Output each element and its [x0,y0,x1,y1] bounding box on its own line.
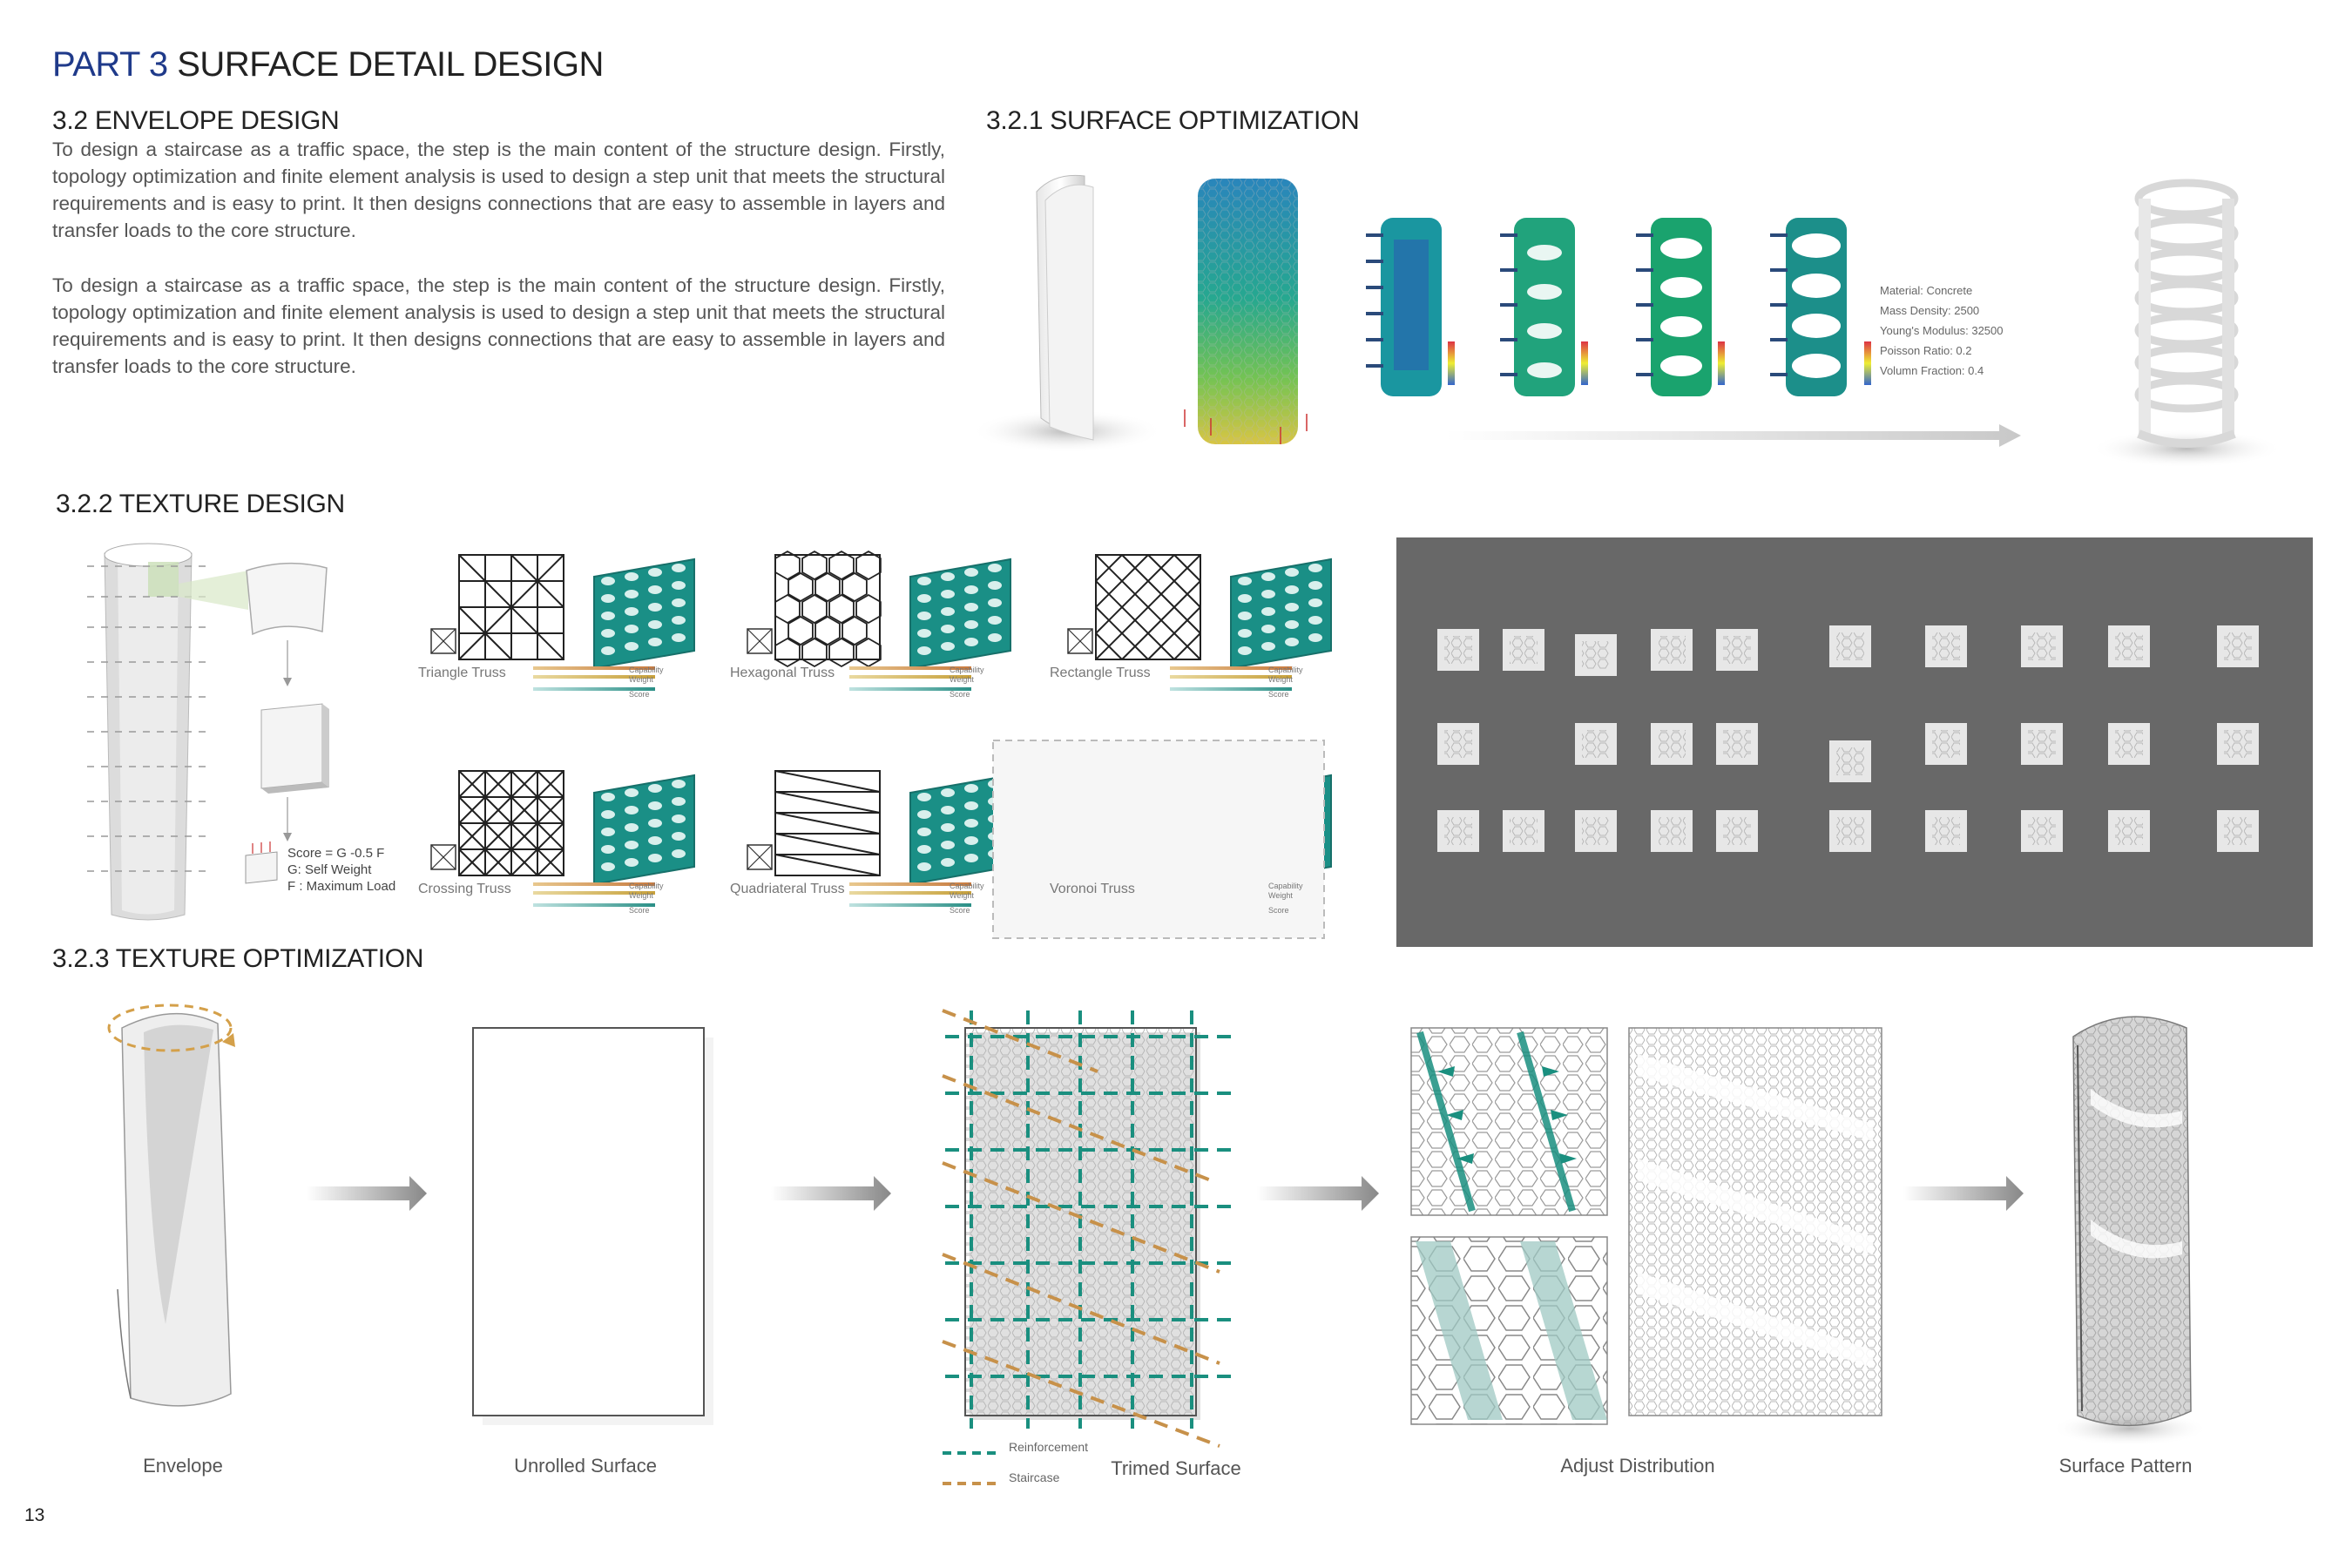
printed-sample [1925,625,1967,667]
printed-sample [1925,810,1967,852]
printed-sample [1503,810,1544,852]
printed-sample [1437,810,1479,852]
printed-sample [1716,810,1758,852]
envelope-paragraph-1: To design a staircase as a traffic space, the step is the main content of the structure design. Firstly, topology optimization and finite element analysis is used to design a step unit that meets the structural requirements and is easy to print. It then designs connections that are easy to assemble in layers and transfer loads to the core structure. [52,139,945,241]
truss-legend: Capability Weight Score [950,666,984,699]
envelope-paragraph-2: To design a staircase as a traffic space, the step is the main content of the structure design. Firstly, topology optimization and finite element analysis is used to design a step unit that meets the structural requirements and is easy to print. It then designs connections that are easy to assemble in layers and transfer loads to the core structure. [52,274,945,377]
printed-sample [1651,723,1693,765]
topology-iteration [1770,218,1871,396]
surface-pattern-shape [2073,1017,2191,1425]
part-label: PART 3 [52,45,168,84]
printed-sample [1716,723,1758,765]
printed-sample [1829,625,1871,667]
unrolled-surface [473,1028,704,1416]
material-line: Poisson Ratio: 0.2 [1880,344,1972,357]
printed-sample [1829,740,1871,782]
printed-sample [2021,723,2063,765]
caption-adjust-distribution: Adjust Distribution [1560,1455,1715,1477]
printed-sample [1575,634,1617,676]
texture-design-heading: 3.2.2 TEXTURE DESIGN [56,490,345,518]
printed-sample [1651,810,1693,852]
process-arrow [771,1176,891,1211]
truss-legend: Capability Weight Score [629,666,664,699]
truss-label: Hexagonal Truss [730,666,835,680]
truss-legend: Capability Weight Score [1268,666,1303,699]
formula-score: Score = G -0.5 F [287,846,385,861]
printed-sample [1716,629,1758,671]
caption-envelope: Envelope [143,1455,223,1477]
part-title: SURFACE DETAIL DESIGN [177,45,604,84]
caption-surface-pattern: Surface Pattern [2058,1455,2193,1477]
material-properties [1880,280,2004,381]
printed-sample [1651,629,1693,671]
printed-sample [2108,625,2150,667]
formula-f: F : Maximum Load [287,879,396,894]
printed-sample [2021,625,2063,667]
printed-sample [1575,723,1617,765]
printed-sample [2217,625,2259,667]
printed-sample [1829,810,1871,852]
printed-sample [2108,810,2150,852]
surface-optimization-heading: 3.2.1 SURFACE OPTIMIZATION [986,106,1360,135]
printed-sample [1503,629,1544,671]
formula-g: G: Self Weight [287,862,372,877]
topology-iteration [1636,218,1725,396]
truss-diagrams [431,551,1331,907]
material-line: Mass Density: 2500 [1880,304,1980,317]
process-arrow [1257,1176,1379,1211]
truss-label: Triangle Truss [418,666,506,680]
printed-samples [1437,625,2259,852]
envelope-heading: 3.2 ENVELOPE DESIGN [52,106,340,135]
material-line: Volumn Fraction: 0.4 [1880,364,1984,377]
texture-optimization-heading: 3.2.3 TEXTURE OPTIMIZATION [52,944,424,973]
process-arrow [307,1176,427,1211]
page-title [52,45,604,84]
printed-sample [2021,810,2063,852]
truss-label: Crossing Truss [418,882,511,896]
legend-staircase: Staircase [1009,1470,1060,1484]
score-formula [287,845,395,895]
page-number: 13 [24,1505,45,1525]
legend-reinforcement: Reinforcement [1009,1440,1089,1454]
truss-label: Rectangle Truss [1050,666,1151,680]
truss-legend: Capability Weight Score [950,882,984,915]
material-line: Young's Modulus: 32500 [1880,324,2004,337]
material-line: Material: Concrete [1880,284,1973,297]
caption-unrolled-surface: Unrolled Surface [514,1455,657,1477]
distribution-full-panel [1629,1028,1882,1416]
distribution-panel-bottom [1411,1237,1607,1424]
panel-block [261,704,329,794]
truss-legend: Capability Weight Score [629,882,664,915]
printed-sample [2217,810,2259,852]
optimized-shell [2139,183,2234,409]
envelope-shape [122,1014,231,1406]
printed-sample [1575,810,1617,852]
printed-sample [1437,723,1479,765]
printed-sample [1437,629,1479,671]
process-arrow [1903,1176,2024,1211]
caption-trimed-surface: Trimed Surface [1111,1457,1241,1479]
truss-label: Voronoi Truss [1050,882,1135,896]
printed-sample [1925,723,1967,765]
topology-iteration [1366,218,1455,396]
distribution-panel-top [1411,1028,1607,1215]
truss-legend: Capability Weight Score [1268,882,1303,915]
printed-sample [2217,723,2259,765]
trimed-surface [965,1028,1196,1416]
printed-samples-photo [1396,537,2313,947]
topology-iteration [1500,218,1588,396]
truss-label: Quadriateral Truss [730,882,845,896]
process-arrow [1446,424,2021,447]
printed-sample [2108,723,2150,765]
